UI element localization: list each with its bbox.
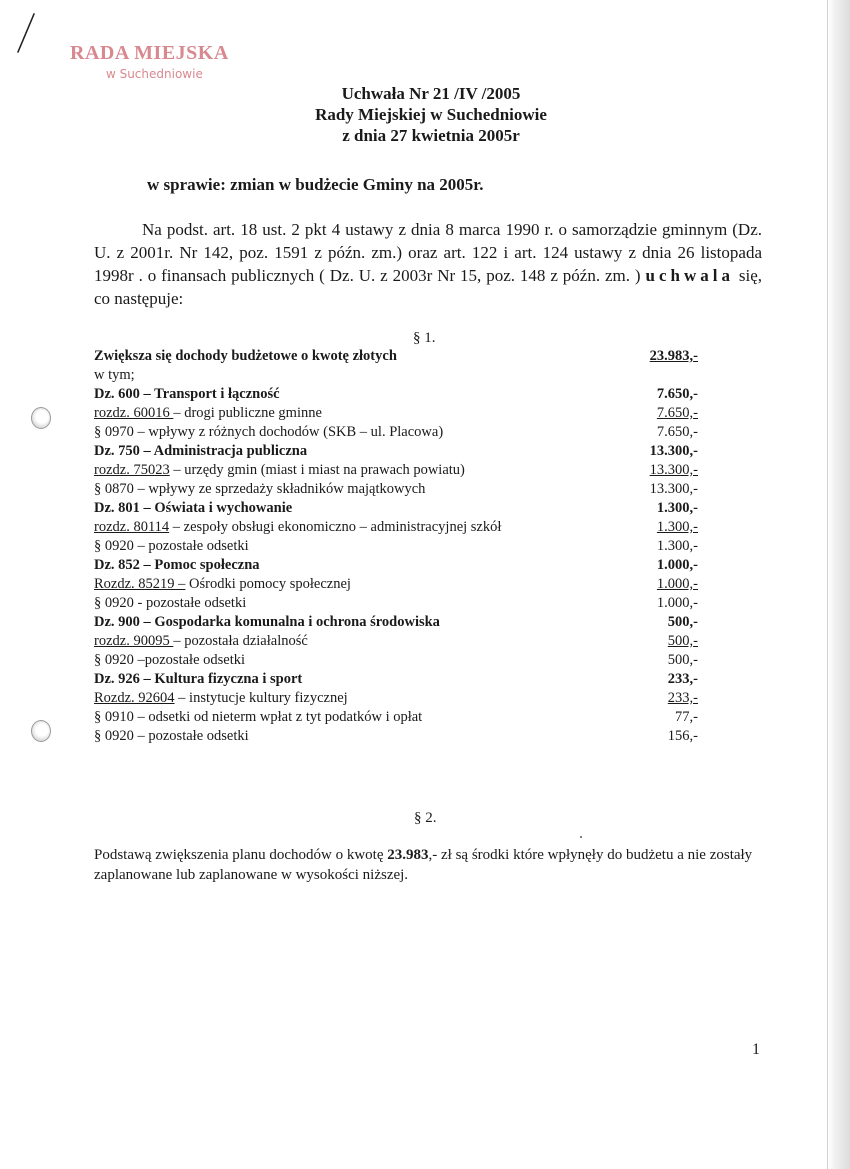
- row-label: § 0920 –pozostałe odsetki: [94, 652, 246, 668]
- table-row-chapter: [94, 575, 704, 594]
- row-amount: 7.650,-: [656, 405, 698, 421]
- row-amount: 13.300,-: [649, 462, 698, 478]
- chapter-code: rozdz. 60016: [94, 405, 174, 421]
- row-label: Ośrodki pomocy społecznej: [185, 576, 351, 592]
- stamp-line-2: w Suchedniowie: [105, 67, 203, 81]
- row-amount: 233,-: [667, 690, 698, 706]
- row-label: § 0870 – wpływy ze sprzedaży składników majątkowych: [94, 481, 426, 497]
- row-amount: 13.300,-: [649, 443, 698, 459]
- scan-edge: [827, 0, 850, 1169]
- section-1-title: § 1.: [413, 330, 436, 346]
- table-row-division: [94, 613, 704, 632]
- row-label: – urzędy gmin (miast i miast na prawach powiatu): [169, 462, 465, 478]
- row-amount: 156,-: [667, 728, 698, 744]
- basis-text: Podstawą zwiększenia planu dochodów o kwotę: [94, 847, 388, 863]
- row-amount: 1.300,-: [656, 500, 698, 516]
- row-label: Dz. 801 – Oświata i wychowanie: [94, 500, 293, 516]
- table-row-division: [94, 385, 704, 404]
- row-amount: 1.300,-: [656, 538, 698, 554]
- basis-amount: 23.983: [387, 847, 429, 863]
- row-label: Dz. 750 – Administracja publiczna: [94, 443, 308, 459]
- preamble-paragraph: [94, 218, 762, 310]
- row-label: § 0910 – odsetki od nieterm wpłat z tyt podatków i opłat: [94, 709, 423, 725]
- basis-paragraph: [94, 845, 774, 885]
- table-row-division: [94, 442, 704, 461]
- resolution-date: z dnia 27 kwietnia 2005r: [342, 126, 520, 145]
- basis-text-end: ,- zł są środki które wpłynęły do budżetu a nie zostały zaplanowane lub zaplanowane w wysokości niższej.: [94, 847, 753, 883]
- row-amount: 7.650,-: [656, 386, 698, 402]
- row-amount: 500,-: [667, 633, 698, 649]
- budget-table: [94, 347, 704, 746]
- table-row: [94, 480, 704, 499]
- table-row-chapter: [94, 404, 704, 423]
- row-label: § 0920 – pozostałe odsetki: [94, 538, 249, 554]
- punch-hole-top: [31, 407, 51, 429]
- chapter-code: rozdz. 90095: [94, 633, 174, 649]
- row-amount: 23.983,-: [649, 348, 698, 364]
- table-row-chapter: [94, 518, 704, 537]
- row-label: § 0920 - pozostałe odsetki: [94, 595, 247, 611]
- council-name: Rady Miejskiej w Suchedniowie: [315, 105, 547, 124]
- row-amount: 13.300,-: [649, 481, 698, 497]
- row-label: Dz. 900 – Gospodarka komunalna i ochrona środowiska: [94, 614, 440, 630]
- row-label: w tym;: [94, 367, 135, 383]
- row-amount: 500,-: [667, 652, 698, 668]
- row-label: Dz. 600 – Transport i łączność: [94, 386, 280, 402]
- table-row-division: [94, 670, 704, 689]
- table-row-division: [94, 556, 704, 575]
- chapter-code: Rozdz. 85219 –: [94, 576, 186, 592]
- table-row-chapter: [94, 461, 704, 480]
- table-row-chapter: [94, 689, 704, 708]
- row-label: Zwiększa się dochody budżetowe o kwotę złotych: [94, 348, 397, 364]
- row-amount: 7.650,-: [656, 424, 698, 440]
- chapter-code: rozdz. 75023: [94, 462, 170, 478]
- row-amount: 500,-: [667, 614, 698, 630]
- row-label: Dz. 852 – Pomoc społeczna: [94, 557, 260, 573]
- row-label: § 0970 – wpływy z różnych dochodów (SKB – ul. Placowa): [94, 424, 444, 440]
- row-amount: 1.000,-: [656, 595, 698, 611]
- section-2-title: § 2.: [414, 810, 437, 826]
- punch-hole-bottom: [31, 720, 51, 742]
- resolution-subject: w sprawie: zmian w budżecie Gminy na 2005r.: [147, 175, 484, 194]
- table-row: [94, 727, 704, 746]
- table-row-total: [94, 347, 704, 366]
- chapter-code: rozdz. 80114: [94, 519, 170, 535]
- row-amount: 1.300,-: [656, 519, 698, 535]
- row-label: – instytucje kultury fizycznej: [174, 690, 348, 706]
- preamble-text-end: się, co następuje:: [94, 266, 763, 308]
- table-row: [94, 537, 704, 556]
- table-row: [94, 366, 704, 385]
- table-row-division: [94, 499, 704, 518]
- row-label: – pozostała działalność: [173, 633, 308, 649]
- resolution-header: [0, 83, 850, 146]
- table-row: [94, 423, 704, 442]
- scan-speck: [580, 836, 582, 838]
- row-amount: 1.000,-: [656, 557, 698, 573]
- pen-slash-mark: [8, 10, 42, 56]
- table-row: [94, 651, 704, 670]
- page-number: 1: [752, 1041, 760, 1058]
- table-row: [94, 594, 704, 613]
- table-row: [94, 708, 704, 727]
- stamp-line-1: RADA MIEJSKA: [70, 42, 229, 64]
- preamble-text: Na podst. art. 18 ust. 2 pkt 4 ustawy z dnia 8 marca 1990 r. o samorządzie gminnym (Dz. U. z 2001r. Nr 142, poz. 1591 z późn. zm.) oraz art. 122 i art. 124 ustawy z dnia 26 listopada 1998r . o finansach publicznych ( Dz. U. z 2003r Nr 15, poz. 148 z późn. zm. ): [94, 220, 762, 285]
- preamble-spaced-word: uchwala: [645, 266, 734, 285]
- row-amount: 233,-: [667, 671, 698, 687]
- resolution-number: Uchwała Nr 21 /IV /2005: [341, 84, 521, 103]
- row-label: § 0920 – pozostałe odsetki: [94, 728, 249, 744]
- row-amount: 1.000,-: [656, 576, 698, 592]
- row-label: – drogi publiczne gminne: [173, 405, 322, 421]
- table-row-chapter: [94, 632, 704, 651]
- row-amount: 77,-: [675, 709, 698, 725]
- council-stamp: [70, 42, 229, 81]
- row-label: Dz. 926 – Kultura fizyczna i sport: [94, 671, 303, 687]
- row-label: – zespoły obsługi ekonomiczno – administracyjnej szkół: [169, 519, 502, 535]
- chapter-code: Rozdz. 92604: [94, 690, 175, 706]
